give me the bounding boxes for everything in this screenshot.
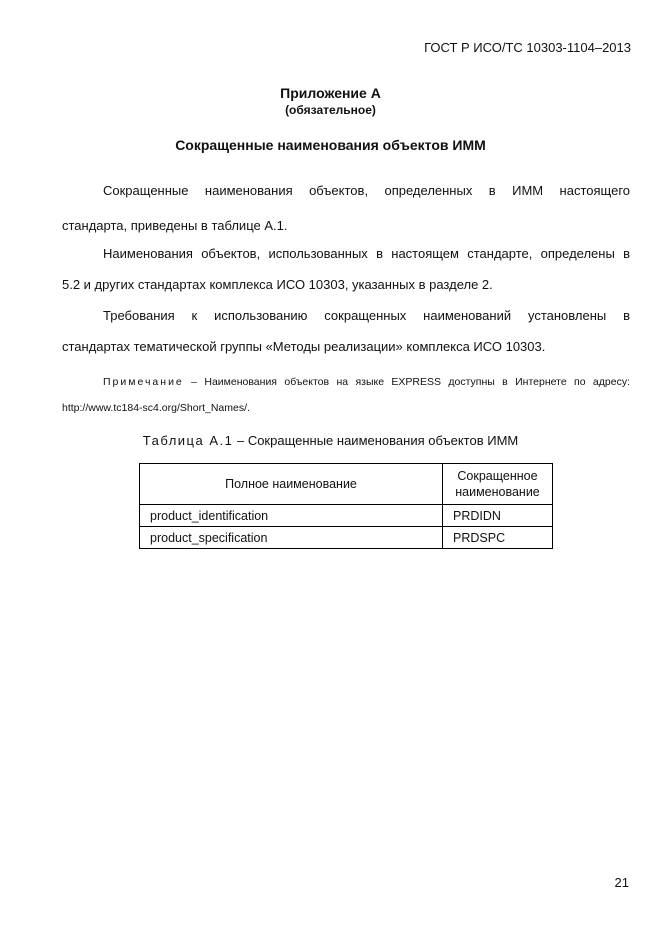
table-caption-text: – Сокращенные наименования объектов ИММ (233, 433, 519, 448)
note-url: http://www.tc184-sc4.org/Short_Names/. (62, 402, 250, 414)
cell-full-name: product_identification (140, 505, 443, 527)
header-short-name-line-1: Сокращенное (457, 469, 538, 483)
section-title: Сокращенные наименования объектов ИММ (175, 137, 486, 153)
note-label: Примечание (103, 376, 184, 388)
appendix-subtitle: (обязательное) (285, 103, 376, 117)
header-short-name (443, 464, 553, 505)
paragraph-2-line-2: 5.2 и других стандартах комплекса ИСО 10303, указанных в разделе 2. (62, 277, 493, 292)
paragraph-1-line-1: Сокращенные наименования объектов, определенных в ИММ настоящего (103, 183, 630, 198)
note-line-1 (62, 375, 630, 389)
paragraph-3-line-2: стандартах тематической группы «Методы реализации» комплекса ИСО 10303. (62, 339, 546, 354)
note-text: – Наименования объектов на языке EXPRESS доступны в Интернете по адресу: (183, 376, 630, 388)
header-full-name: Полное наименование (140, 464, 443, 505)
document-code-header: ГОСТ Р ИСО/ТС 10303-1104–2013 (424, 40, 631, 55)
paragraph-2-line-1: Наименования объектов, использованных в настоящем стандарте, определены в (103, 246, 630, 261)
table-row (140, 505, 553, 527)
table-row (140, 527, 553, 549)
appendix-title: Приложение А (280, 85, 381, 101)
paragraph-1-line-2: стандарта, приведены в таблице А.1. (62, 218, 288, 233)
table-header-row (140, 464, 553, 505)
header-short-name-line-2: наименование (455, 485, 540, 499)
cell-short-name: PRDSPC (443, 527, 553, 549)
cell-full-name: product_specification (140, 527, 443, 549)
paragraph-3-line-1: Требования к использованию сокращенных наименований установлены в (103, 308, 630, 323)
table-caption-label: Таблица А.1 (142, 433, 234, 448)
page-number: 21 (614, 875, 629, 890)
cell-short-name: PRDIDN (443, 505, 553, 527)
short-names-table (139, 463, 553, 549)
table-caption (0, 433, 661, 448)
